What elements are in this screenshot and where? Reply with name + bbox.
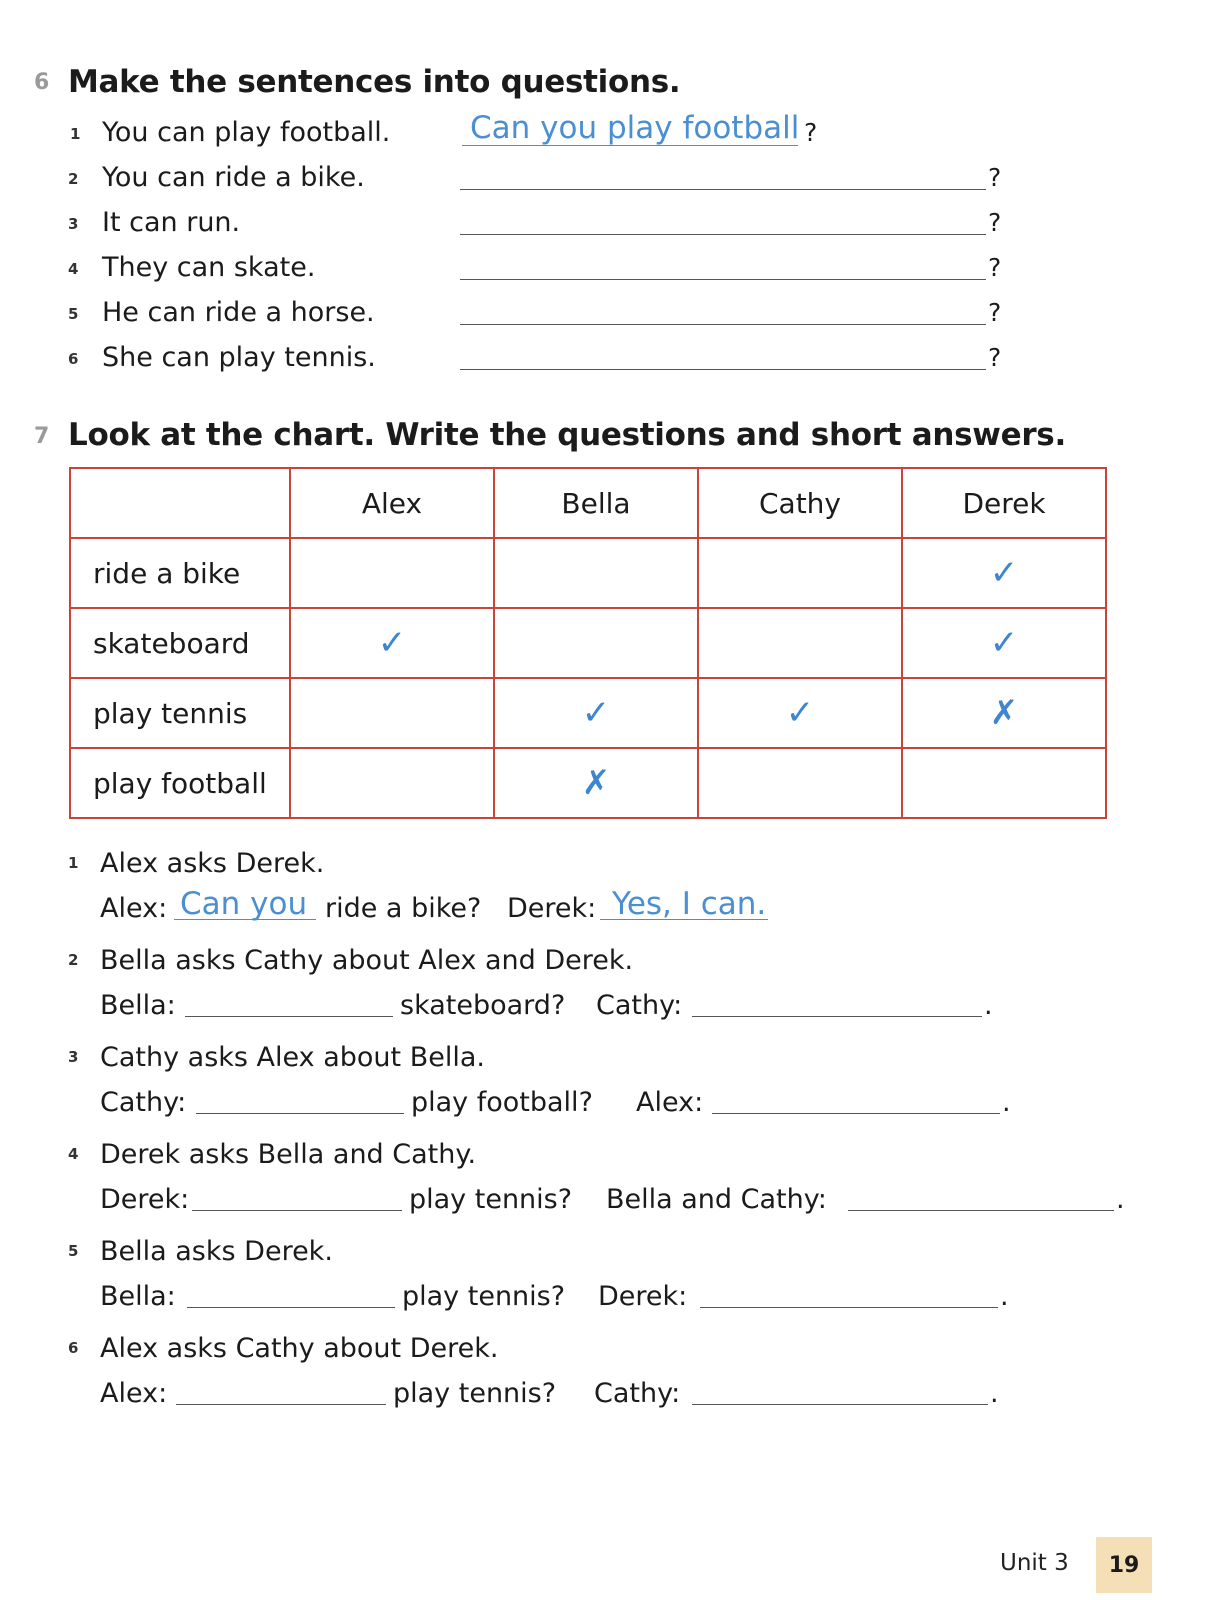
sentence: She can play tennis. bbox=[102, 342, 376, 373]
exercise-7-heading: Look at the chart. Write the questions and short answers. bbox=[68, 417, 1066, 453]
exercise-7-number: 7 bbox=[34, 424, 50, 449]
question-end: play tennis? bbox=[402, 1281, 566, 1312]
speaker-label: Derek: bbox=[100, 1184, 190, 1215]
end-punctuation: . bbox=[990, 1378, 999, 1409]
chart-cell bbox=[494, 608, 698, 678]
speaker-label: Alex: bbox=[100, 893, 168, 924]
column-header: Bella bbox=[494, 468, 698, 538]
question-end: ride a bike? bbox=[325, 893, 482, 924]
answer-line bbox=[174, 919, 316, 920]
row-label: ride a bike bbox=[70, 538, 290, 608]
question-mark: ? bbox=[988, 253, 1002, 282]
speaker-label: Derek: bbox=[598, 1281, 688, 1312]
page-number: 19 bbox=[1096, 1537, 1152, 1593]
ability-chart bbox=[69, 467, 1107, 819]
item-prompt: Derek asks Bella and Cathy. bbox=[100, 1139, 477, 1170]
column-header: Alex bbox=[290, 468, 494, 538]
question-end: play tennis? bbox=[409, 1184, 573, 1215]
chart-cell: ✓ bbox=[698, 678, 902, 748]
speaker-label: Bella: bbox=[100, 990, 176, 1021]
chart-cell bbox=[698, 608, 902, 678]
item-number: 5 bbox=[68, 1242, 79, 1260]
question-end: play football? bbox=[411, 1087, 593, 1118]
item-number: 6 bbox=[68, 350, 79, 368]
chart-cell bbox=[494, 538, 698, 608]
item-number: 1 bbox=[70, 125, 81, 143]
speaker-label: Cathy: bbox=[100, 1087, 187, 1118]
answer-line bbox=[462, 145, 798, 146]
handwritten-answer: Can you bbox=[180, 886, 308, 922]
question-mark: ? bbox=[988, 298, 1002, 327]
end-punctuation: . bbox=[984, 990, 993, 1021]
chart-cell bbox=[290, 678, 494, 748]
sentence: You can play football. bbox=[102, 117, 391, 148]
question-mark: ? bbox=[988, 343, 1002, 372]
handwritten-answer: Yes, I can. bbox=[612, 886, 767, 922]
item-prompt: Alex asks Derek. bbox=[100, 848, 325, 879]
answer-line[interactable] bbox=[692, 1404, 988, 1405]
answer-line[interactable] bbox=[185, 1016, 393, 1017]
speaker-label: Bella: bbox=[100, 1281, 176, 1312]
sentence: He can ride a horse. bbox=[102, 297, 375, 328]
answer-line[interactable] bbox=[848, 1210, 1114, 1211]
speaker-label: Alex: bbox=[100, 1378, 168, 1409]
chart-row bbox=[70, 538, 1106, 608]
answer-line bbox=[600, 919, 768, 920]
answer-line[interactable] bbox=[460, 234, 986, 235]
answer-line[interactable] bbox=[700, 1307, 998, 1308]
speaker-label: Alex: bbox=[636, 1087, 704, 1118]
speaker-label: Bella and Cathy: bbox=[606, 1184, 827, 1215]
chart-row bbox=[70, 748, 1106, 818]
end-punctuation: . bbox=[1000, 1281, 1009, 1312]
question-mark: ? bbox=[804, 118, 818, 147]
chart-row bbox=[70, 678, 1106, 748]
chart-cell bbox=[290, 748, 494, 818]
answer-line[interactable] bbox=[692, 1016, 982, 1017]
item-number: 1 bbox=[68, 854, 79, 872]
chart-cell bbox=[698, 748, 902, 818]
item-number: 6 bbox=[68, 1339, 79, 1357]
row-label: skateboard bbox=[70, 608, 290, 678]
end-punctuation: . bbox=[1002, 1087, 1011, 1118]
item-number: 2 bbox=[68, 951, 79, 969]
exercise-6-number: 6 bbox=[34, 70, 50, 95]
item-prompt: Alex asks Cathy about Derek. bbox=[100, 1333, 499, 1364]
sentence: They can skate. bbox=[102, 252, 316, 283]
exercise-6-heading: Make the sentences into questions. bbox=[68, 64, 681, 100]
item-number: 3 bbox=[68, 1048, 79, 1066]
question-mark: ? bbox=[988, 208, 1002, 237]
chart-cell bbox=[290, 538, 494, 608]
answer-line[interactable] bbox=[196, 1113, 404, 1114]
item-prompt: Cathy asks Alex about Bella. bbox=[100, 1042, 485, 1073]
item-number: 4 bbox=[68, 1145, 79, 1163]
chart-header-row bbox=[70, 468, 1106, 538]
chart-cell: ✓ bbox=[290, 608, 494, 678]
answer-line[interactable] bbox=[176, 1404, 386, 1405]
chart-cell: ✓ bbox=[494, 678, 698, 748]
answer-line[interactable] bbox=[460, 279, 986, 280]
item-prompt: Bella asks Derek. bbox=[100, 1236, 333, 1267]
answer-line[interactable] bbox=[712, 1113, 1000, 1114]
item-prompt: Bella asks Cathy about Alex and Derek. bbox=[100, 945, 634, 976]
item-number: 3 bbox=[68, 215, 79, 233]
chart-cell: ✗ bbox=[494, 748, 698, 818]
speaker-label: Cathy: bbox=[596, 990, 683, 1021]
answer-line[interactable] bbox=[460, 189, 986, 190]
chart-corner-cell bbox=[70, 468, 290, 538]
answer-line[interactable] bbox=[187, 1307, 395, 1308]
answer-line[interactable] bbox=[192, 1210, 402, 1211]
answer-line[interactable] bbox=[460, 369, 986, 370]
chart-cell bbox=[698, 538, 902, 608]
chart-cell bbox=[902, 748, 1106, 818]
item-number: 4 bbox=[68, 260, 79, 278]
unit-label: Unit 3 bbox=[1000, 1550, 1069, 1576]
item-number: 5 bbox=[68, 305, 79, 323]
chart-row bbox=[70, 608, 1106, 678]
chart-cell: ✗ bbox=[902, 678, 1106, 748]
question-end: skateboard? bbox=[400, 990, 566, 1021]
sentence: It can run. bbox=[102, 207, 241, 238]
speaker-label: Derek: bbox=[507, 893, 597, 924]
question-end: play tennis? bbox=[393, 1378, 557, 1409]
speaker-label: Cathy: bbox=[594, 1378, 681, 1409]
sentence: You can ride a bike. bbox=[102, 162, 365, 193]
chart-cell: ✓ bbox=[902, 608, 1106, 678]
end-punctuation: . bbox=[1116, 1184, 1125, 1215]
question-mark: ? bbox=[988, 163, 1002, 192]
handwritten-answer: Can you play football bbox=[470, 110, 800, 146]
chart-cell: ✓ bbox=[902, 538, 1106, 608]
column-header: Derek bbox=[902, 468, 1106, 538]
item-number: 2 bbox=[68, 170, 79, 188]
answer-line[interactable] bbox=[460, 324, 986, 325]
row-label: play tennis bbox=[70, 678, 290, 748]
column-header: Cathy bbox=[698, 468, 902, 538]
row-label: play football bbox=[70, 748, 290, 818]
